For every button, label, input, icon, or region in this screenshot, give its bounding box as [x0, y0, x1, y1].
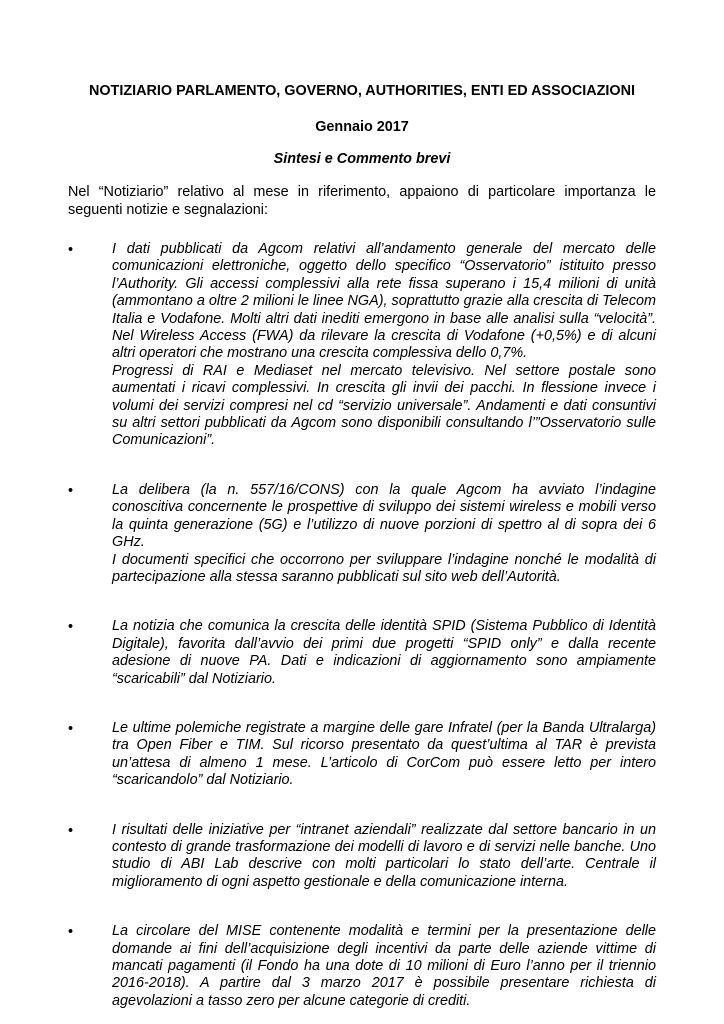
item-paragraph: La circolare del MISE contenente modalità e termini per la presentazione delle domande ai fini dell’acquisizione degli incentivi da parte delle aziende vittime di mancati pagamenti (il Fondo ha una dote di 10 milioni di Euro l’anno per il triennio 2016-2018). A partire dal 3 marzo 2017 è possibile presentare richiesta di agevolazioni a tasso zero per alcune categorie di crediti.	[112, 923, 656, 1009]
list-item	[68, 923, 656, 1010]
list-item	[68, 822, 656, 892]
bullet-icon: •	[68, 242, 74, 258]
list-item	[68, 241, 656, 450]
item-paragraph: I dati pubblicati da Agcom relativi all’andamento generale del mercato delle comunicazioni elettroniche, oggetto dello specifico “Osservatorio” istituito presso l’Authority. Gli accessi complessivi alla rete fissa superano i 15,4 milioni di unità (ammontano a oltre 2 milioni le linee NGA), soprattutto grazie alla crescita di Telecom Italia e Vodafone. Molti altri dati inediti emergono in base alle analisi sulla “velocità”. Nel Wireless Access (FWA) da rilevare la crescita di Vodafone (+0,5%) e di alcuni altri operatori che mostrano una crescita complessiva dello 0,7%.	[112, 241, 656, 362]
bullet-icon: •	[68, 822, 74, 839]
document-date: Gennaio 2017	[315, 119, 409, 135]
item-paragraph: I risultati delle iniziative per “intranet aziendali” realizzate dal settore bancario in un contesto di grande trasformazione dei modelli di lavoro e di servizi nelle banche. Uno studio di ABI Lab descrive con molti particolari lo stato dell’arte. Centrale il miglioramento di ogni aspetto gestionale e della comunicazione interna.	[112, 821, 656, 890]
list-item	[68, 720, 656, 790]
item-paragraph: La notizia che comunica la crescita delle identità SPID (Sistema Pubblico di Identità Digitale), favorita dall’avvio dei primi due progetti “SPID only” e dalla recente adesione di nuove PA. Dati e indicazioni di aggiornamento sono ampiamente “scaricabili” dal Notiziario.	[112, 618, 656, 687]
document-subtitle: Sintesi e Commento brevi	[273, 151, 451, 167]
list-item	[68, 618, 656, 688]
item-paragraph: Progressi di RAI e Mediaset nel mercato televisivo. Nel settore postale sono aumentati i ricavi complessivi. In crescita gli invii dei pacchi. In flessione invece i volumi dei servizi compresi nel cd “servizio universale”. Andamenti e dati consuntivi su altri settori pubblicati da Agcom sono disponibili consultando l’”Osservatorio sulle Comunicazioni”.	[112, 362, 656, 449]
bullet-icon: •	[68, 619, 74, 636]
list-item	[68, 482, 656, 586]
item-paragraph: I documenti specifici che occorrono per sviluppare l’indagine nonché le modalità di partecipazione alla stessa saranno pubblicati sul sito web dell’Autorità.	[112, 551, 656, 585]
bullet-icon: •	[68, 482, 74, 499]
intro-paragraph: Nel “Notiziario” relativo al mese in riferimento, appaiono di particolare importanza le seguenti notizie e segnalazioni:	[68, 184, 656, 218]
document-title: NOTIZIARIO PARLAMENTO, GOVERNO, AUTHORITIES, ENTI ED ASSOCIAZIONI	[88, 83, 636, 99]
item-paragraph: Le ultime polemiche registrate a margine delle gare Infratel (per la Banda Ultralarga) tra Open Fiber e TIM. Sul ricorso presentato da quest’ultima al TAR è prevista un’attesa di almeno 1 mese. L’articolo di CorCom può essere letto per intero “scaricandolo” dal Notiziario.	[112, 719, 656, 789]
item-paragraph: La delibera (la n. 557/16/CONS) con la quale Agcom ha avviato l’indagine conoscitiva concernente le prospettive di sviluppo dei sistemi wireless e mobili verso la quinta generazione (5G) e l’utilizzo di nuove porzioni di spettro al di sopra dei 6 GHz.	[112, 481, 656, 551]
news-list	[68, 241, 656, 1010]
bullet-icon: •	[68, 720, 74, 737]
bullet-icon: •	[68, 924, 74, 941]
